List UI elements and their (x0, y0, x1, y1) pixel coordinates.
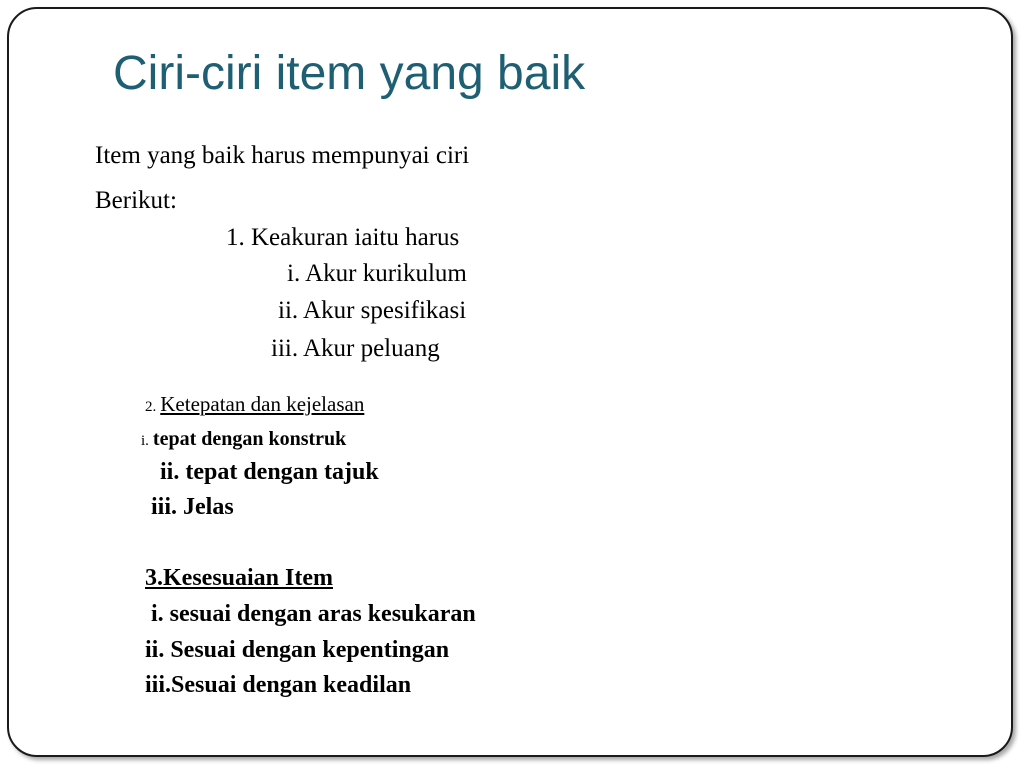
section-2-item-1-text: tepat dengan konstruk (152, 428, 347, 450)
section-1-item-3: iii. Akur peluang (271, 335, 440, 362)
section-2-item-1-number: i. (141, 433, 149, 449)
intro-line-2: Berikut: (95, 187, 177, 214)
section-2-item-3: iii. Jelas (151, 494, 234, 520)
section-3-item-2: ii. Sesuai dengan kepentingan (145, 637, 450, 663)
section-2-item-1 (141, 429, 346, 449)
section-3-heading: 3.Kesesuaian Item (145, 565, 333, 591)
section-1-heading: 1. Keakuran iaitu harus (226, 224, 460, 251)
section-1-item-1: i. Akur kurikulum (287, 260, 467, 287)
intro-line-1: Item yang baik harus mempunyai ciri (95, 142, 470, 169)
section-2-heading: Ketepatan dan kejelasan (160, 392, 365, 416)
slide-title: Ciri-ciri item yang baik (113, 47, 586, 100)
section-3-item-1: i. sesuai dengan aras kesukaran (151, 601, 476, 627)
section-3-item-3: iii.Sesuai dengan keadilan (145, 672, 412, 698)
section-1-item-2: ii. Akur spesifikasi (278, 297, 467, 324)
section-2-heading-row (145, 394, 364, 415)
section-2-item-2: ii. tepat dengan tajuk (160, 459, 379, 485)
section-2-number: 2. (145, 399, 157, 415)
